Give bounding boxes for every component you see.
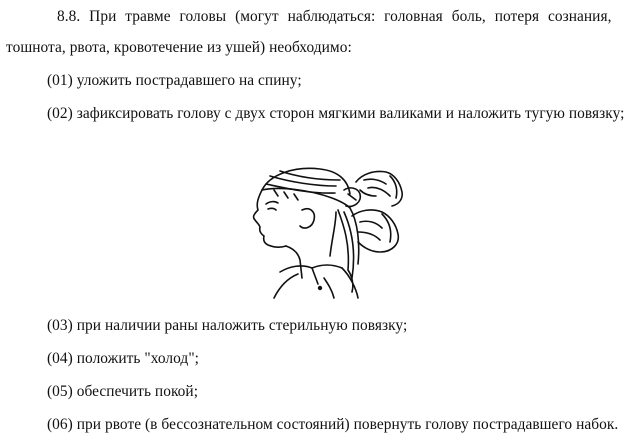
list-item: (05) обеспечить покой;: [47, 383, 199, 400]
list-item: (01) уложить пострадавшего на спину;: [47, 72, 302, 89]
section-heading-line-1: 8.8. При травме головы (могут наблюдаться: головная боль, потеря сознания,: [57, 8, 612, 25]
head-bandage-illustration: [240, 160, 410, 300]
list-item: (06) при рвоте (в бессознательном состояний) повернуть голову пострадавшего набок.: [47, 416, 619, 433]
list-item: (02) зафиксировать голову с двух сторон мягкими валиками и наложить тугую повязку;: [47, 105, 625, 122]
section-heading-line-2: тошнота, рвота, кровотечение из ушей) необходимо:: [6, 39, 352, 56]
list-item: (04) положить "холод";: [47, 350, 199, 367]
list-item: (03) при наличии раны наложить стерильную повязку;: [47, 317, 408, 334]
